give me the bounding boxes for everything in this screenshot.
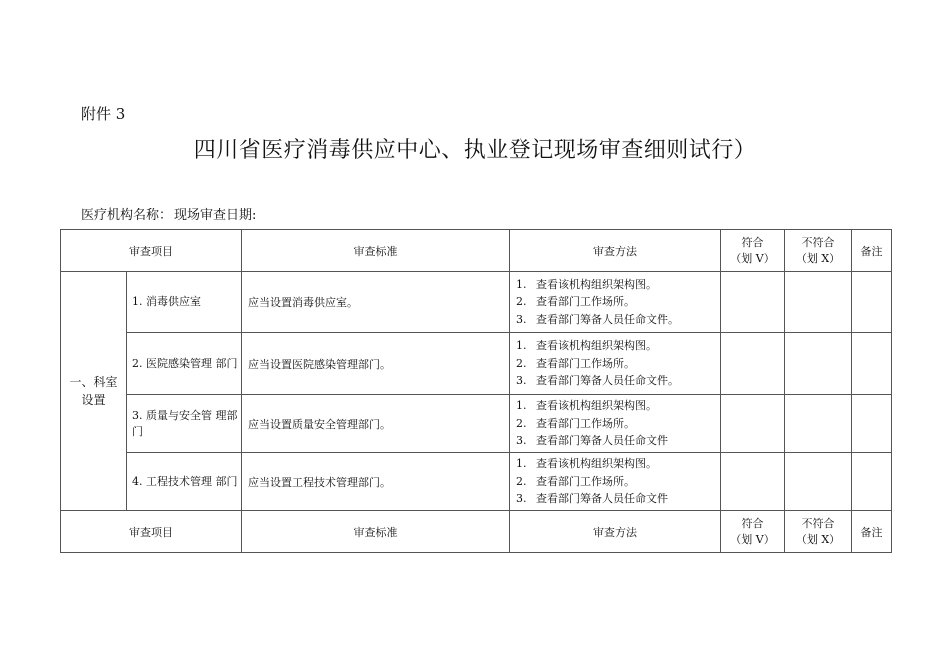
- header-comply-line2: （划 V）: [730, 251, 775, 265]
- table-row: [61, 333, 892, 395]
- item-cell: 2. 医院感染管理 部门: [127, 333, 242, 395]
- table-header-row: [61, 230, 892, 272]
- comply-cell[interactable]: [721, 453, 785, 511]
- standard-cell: 应当设置质量安全管理部门。: [242, 395, 510, 453]
- remarks-cell[interactable]: [852, 333, 892, 395]
- header-noncomply: [785, 511, 852, 553]
- noncomply-cell[interactable]: [785, 272, 852, 333]
- noncomply-cell[interactable]: [785, 333, 852, 395]
- method-item: 2. 查看部门工作场所。: [516, 356, 635, 370]
- method-item: 1. 查看该机构组织架构图。: [516, 339, 657, 353]
- comply-cell[interactable]: [721, 272, 785, 333]
- method-cell: [510, 395, 721, 453]
- header-noncomply-line1: 不符合: [801, 235, 835, 249]
- comply-cell[interactable]: [721, 333, 785, 395]
- header-noncomply-line2: （划 X）: [795, 251, 841, 265]
- header-remarks: 备注: [852, 230, 892, 272]
- method-item: 3. 查看部门筹备人员任命文件。: [516, 374, 679, 388]
- category-cell: [61, 272, 127, 511]
- method-item: 3. 查看部门筹备人员任命文件: [516, 492, 668, 506]
- method-item: 3. 查看部门筹备人员任命文件: [516, 434, 668, 448]
- header-noncomply-line1: 不符合: [801, 516, 835, 530]
- header-noncomply: [785, 230, 852, 272]
- header-item: 审查项目: [61, 230, 242, 272]
- standard-cell: 应当设置工程技术管理部门。: [242, 453, 510, 511]
- audit-date-label: 现场审查日期:: [174, 208, 257, 223]
- document-title: 四川省医疗消毒供应中心、执业登记现场审查细则试行）: [193, 138, 757, 163]
- method-item: 2. 查看部门工作场所。: [516, 474, 635, 488]
- remarks-cell[interactable]: [852, 453, 892, 511]
- attachment-label: 附件 3: [81, 105, 126, 123]
- table-row: [61, 453, 892, 511]
- org-name-label: 医疗机构名称：: [81, 208, 173, 223]
- category-line1: 一、科室: [69, 375, 118, 389]
- table-row: [61, 395, 892, 453]
- header-standard: 审查标准: [242, 511, 510, 553]
- method-item: 1. 查看该机构组织架构图。: [516, 457, 657, 471]
- header-noncomply-line2: （划 X）: [795, 532, 841, 546]
- header-standard: 审查标准: [242, 230, 510, 272]
- method-cell: [510, 333, 721, 395]
- category-line2: 设置: [81, 393, 106, 407]
- standard-cell: 应当设置医院感染管理部门。: [242, 333, 510, 395]
- method-item: 1. 查看该机构组织架构图。: [516, 277, 657, 291]
- item-cell: 3. 质量与安全管 理部门: [127, 395, 242, 453]
- table-row: [61, 272, 892, 333]
- header-item: 审查项目: [61, 511, 242, 553]
- audit-table: [60, 229, 892, 553]
- header-remarks: 备注: [852, 511, 892, 553]
- remarks-cell[interactable]: [852, 395, 892, 453]
- header-comply-line2: （划 V）: [730, 532, 775, 546]
- header-method: 审查方法: [510, 511, 721, 553]
- noncomply-cell[interactable]: [785, 395, 852, 453]
- header-comply-line1: 符合: [741, 235, 764, 249]
- org-info-line: [81, 204, 258, 223]
- remarks-cell[interactable]: [852, 272, 892, 333]
- method-item: 1. 查看该机构组织架构图。: [516, 399, 657, 413]
- item-cell: 4. 工程技术管理 部门: [127, 453, 242, 511]
- comply-cell[interactable]: [721, 395, 785, 453]
- method-cell: [510, 272, 721, 333]
- table-header-row-repeat: [61, 511, 892, 553]
- method-cell: [510, 453, 721, 511]
- header-comply: [721, 230, 785, 272]
- header-comply: [721, 511, 785, 553]
- method-item: 2. 查看部门工作场所。: [516, 295, 635, 309]
- item-cell: 1. 消毒供应室: [127, 272, 242, 333]
- standard-cell: 应当设置消毒供应室。: [242, 272, 510, 333]
- method-item: 2. 查看部门工作场所。: [516, 416, 635, 430]
- method-item: 3. 查看部门筹备人员任命文件。: [516, 312, 679, 326]
- noncomply-cell[interactable]: [785, 453, 852, 511]
- header-method: 审查方法: [510, 230, 721, 272]
- header-comply-line1: 符合: [741, 516, 764, 530]
